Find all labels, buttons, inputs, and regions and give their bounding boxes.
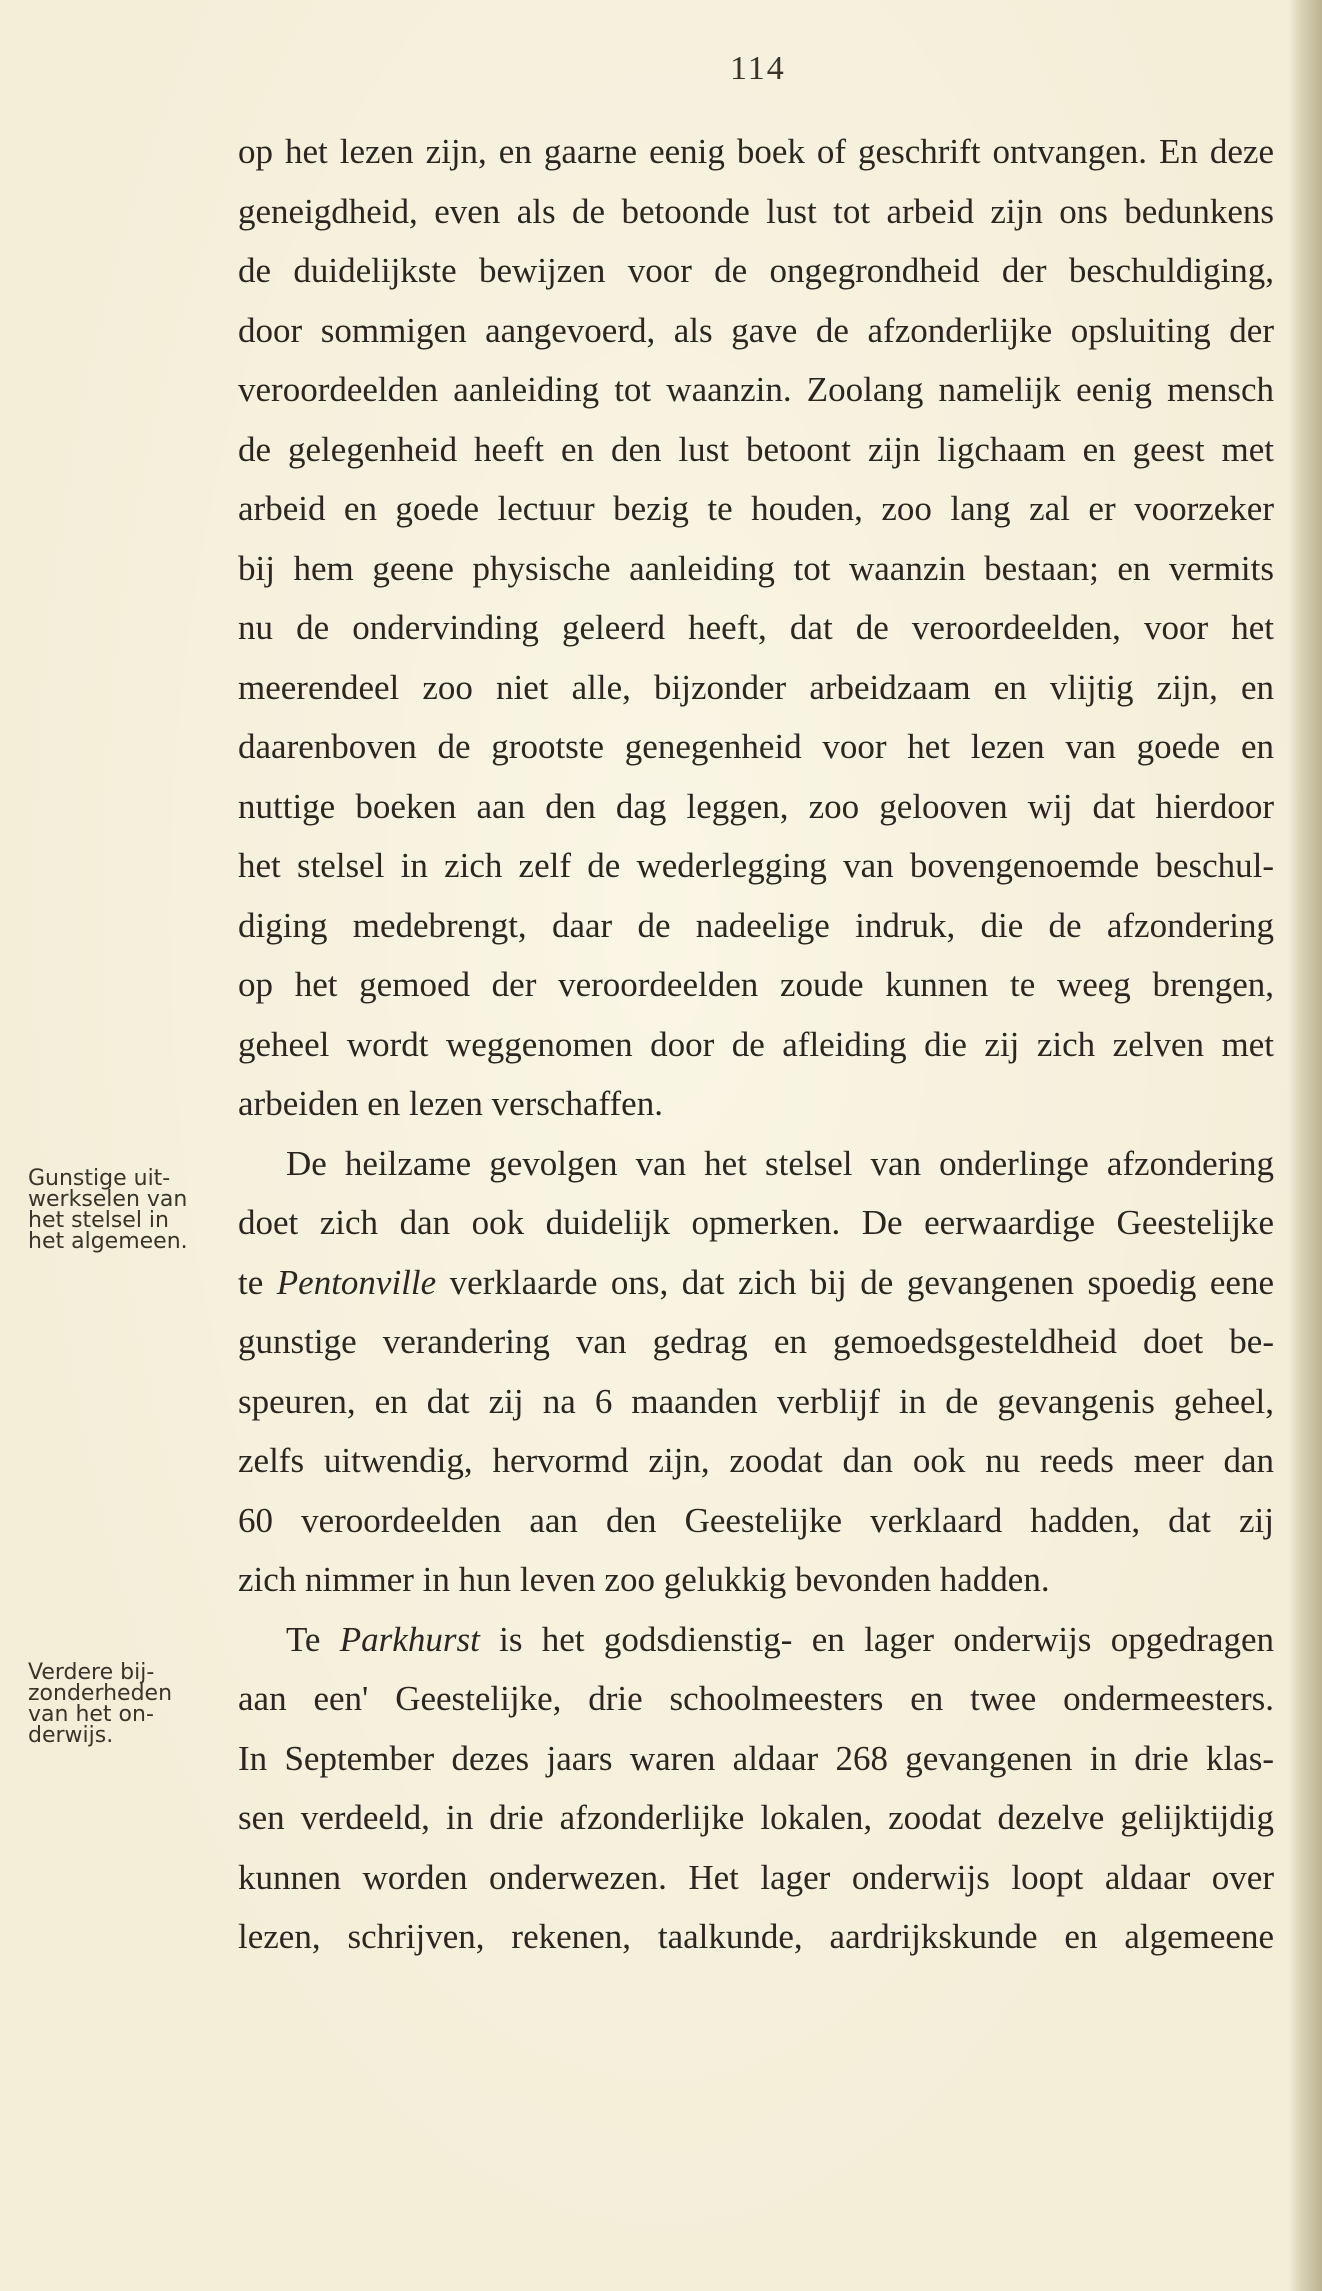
text-run: te: [238, 1262, 277, 1302]
text-line: door sommigen aangevoerd, als gave de afzonderlijke opsluiting der: [238, 310, 1274, 350]
text-line: lezen, schrijven, rekenen, taalkunde, aardrijkskunde en algemeene: [238, 1917, 1274, 1956]
text-line: nuttige boeken aan den dag leggen, zoo gelooven wij dat hierdoor: [238, 786, 1274, 826]
text-run: verklaarde ons, dat zich bij de gevangenen spoedig eene: [436, 1262, 1274, 1302]
text-line: 60 veroordeelden aan den Geestelijke verklaard hadden, dat zij: [238, 1500, 1274, 1540]
margin-note-favourable-effects: [28, 1168, 228, 1252]
margin-note-line: Verdere bij-: [28, 1660, 155, 1685]
text-line: arbeid en goede lectuur bezig te houden, zoo lang zal er voorzeker: [238, 489, 1274, 528]
margin-note-line: het algemeen.: [28, 1229, 188, 1254]
margin-note-line: derwijs.: [28, 1723, 114, 1748]
margin-note-line: Gunstige uit-: [28, 1166, 171, 1191]
body-text: [238, 122, 1274, 1967]
text-line: speuren, en dat zij na 6 maanden verblijf in de gevangenis geheel,: [238, 1381, 1274, 1421]
margin-note-line: het stelsel in: [28, 1208, 169, 1233]
text-line: sen verdeeld, in drie afzonderlijke lokalen, zoodat dezelve gelijktijdig: [238, 1798, 1274, 1837]
text-line: kunnen worden onderwezen. Het lager onderwijs loopt aldaar over: [238, 1857, 1274, 1897]
text-line: geheel wordt weggenomen door de afleiding die zij zich zelven met: [238, 1024, 1274, 1064]
margin-note-line: werkselen van: [28, 1187, 188, 1212]
text-line: bij hem geene physische aanleiding tot waanzin bestaan; en vermits: [238, 548, 1274, 588]
text-line: nu de ondervinding geleerd heeft, dat de veroordeelden, voor het: [238, 608, 1274, 647]
text-run: Te: [286, 1619, 340, 1659]
text-line: meerendeel zoo niet alle, bijzonder arbeidzaam en vlijtig zijn, en: [238, 667, 1274, 707]
text-line: In September dezes jaars waren aldaar 268 gevangenen in drie klas-: [238, 1738, 1274, 1778]
text-line: diging medebrengt, daar de nadeelige indruk, die de afzondering: [238, 905, 1274, 945]
text-line: [238, 1610, 1274, 1670]
page-number: 114: [730, 50, 786, 87]
paragraph-3: [238, 1610, 1274, 1967]
text-run: is het godsdienstig- en lager onderwijs opgedragen: [479, 1619, 1274, 1659]
page-edge-shadow: [1288, 0, 1322, 2291]
text-line: gunstige verandering van gedrag en gemoedsgesteldheid doet be-: [238, 1322, 1274, 1361]
paragraph-2: [238, 1134, 1274, 1610]
text-line: De heilzame gevolgen van het stelsel van onderlinge afzondering: [286, 1143, 1274, 1183]
place-name-pentonville: Pentonville: [276, 1262, 437, 1302]
place-name-parkhurst: Parkhurst: [339, 1619, 480, 1659]
text-line: op het lezen zijn, en gaarne eenig boek of geschrift ontvangen. En deze: [238, 132, 1274, 171]
text-line: de gelegenheid heeft en den lust betoont zijn ligchaam en geest met: [238, 429, 1274, 469]
text-line: doet zich dan ook duidelijk opmerken. De eerwaardige Geestelijke: [238, 1203, 1274, 1242]
text-line: het stelsel in zich zelf de wederlegging van bovengenoemde beschul-: [238, 846, 1274, 885]
margin-note-line: zonderheden: [28, 1681, 173, 1706]
margin-note-line: van het on-: [28, 1702, 154, 1727]
text-line: daarenboven de grootste genegenheid voor het lezen van goede en: [238, 727, 1274, 766]
text-line: zelfs uitwendig, hervormd zijn, zoodat dan ook nu reeds meer dan: [238, 1441, 1274, 1480]
text-line: veroordeelden aanleiding tot waanzin. Zoolang namelijk eenig mensch: [238, 370, 1274, 409]
text-line: zich nimmer in hun leven zoo gelukkig bevonden hadden.: [238, 1560, 1050, 1599]
text-line: [238, 1253, 1274, 1313]
text-line: aan een' Geestelijke, drie schoolmeesters en twee ondermeesters.: [238, 1679, 1274, 1718]
text-line: op het gemoed der veroordeelden zoude kunnen te weeg brengen,: [238, 965, 1274, 1004]
text-line: geneigdheid, even als de betoonde lust tot arbeid zijn ons bedunkens: [238, 191, 1274, 231]
paragraph-1: [238, 122, 1274, 1134]
margin-note-education-details: [28, 1662, 228, 1746]
text-line: arbeiden en lezen verschaffen.: [238, 1084, 663, 1123]
text-line: de duidelijkste bewijzen voor de ongegrondheid der beschuldiging,: [238, 251, 1274, 290]
